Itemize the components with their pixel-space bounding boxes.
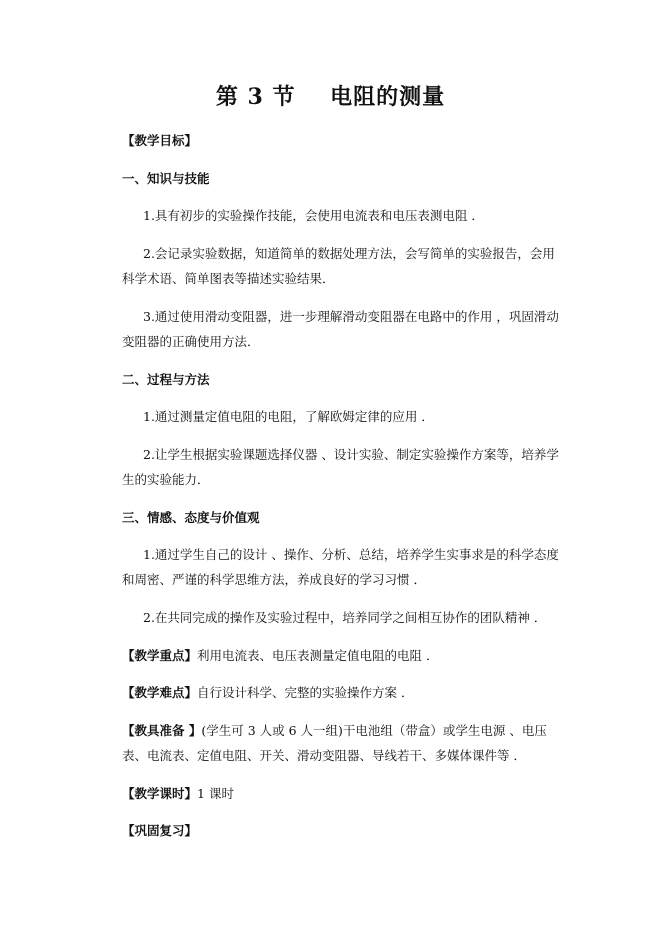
section-teaching-objectives: 【教学目标】	[122, 133, 198, 148]
key-point-label: 【教学重点】	[122, 648, 198, 663]
paragraph-line: 2.让学生根据实验课题选择仪器 、设计实验、制定实验操作方案等，培养学	[143, 447, 559, 462]
paragraph-line: 2.在共同完成的操作及实验过程中，培养同学之间相互协作的团队精神 ．	[143, 610, 547, 625]
difficulty-line	[122, 685, 414, 701]
heading-emotion-values: 三、情感、态度与价值观	[122, 510, 260, 525]
paragraph-line: 2.会记录实验数据，知道简单的数据处理方法，会写简单的实验报告，会用	[143, 246, 555, 261]
equipment-line-2: 表、电流表、定值电阻、开关、滑动变阻器、导线若干、多媒体课件等 ．	[122, 748, 526, 763]
hours-label: 【教学课时】	[122, 786, 198, 801]
paragraph-line: 1.通过学生自己的设计 、操作、分析、总结，培养学生实事求是的科学态度	[143, 547, 559, 562]
key-point-line	[122, 648, 439, 664]
paragraph-line: 1.通过测量定值电阻的电阻，了解欧姆定律的应用 ．	[143, 409, 434, 424]
paragraph-line: 科学术语、简单图表等描述实验结果．	[122, 271, 335, 286]
difficulty-label: 【教学难点】	[122, 685, 198, 700]
difficulty-text: 自行设计科学、完整的实验操作方案 ．	[197, 685, 414, 700]
key-point-text: 利用电流表、电压表测量定值电阻的电阻 ．	[197, 648, 439, 663]
review-label: 【巩固复习】	[122, 823, 198, 838]
paragraph-line: 1.具有初步的实验操作技能，会使用电流表和电压表测电阻 ．	[143, 208, 484, 223]
equipment-text: (学生可 3 人或 6 人一组)干电池组（带盒）或学生电源 、电压	[201, 723, 547, 738]
equipment-label: 【教具准备 】	[122, 723, 202, 738]
hours-text: 1 课时	[197, 786, 234, 801]
heading-process-methods: 二、过程与方法	[122, 372, 210, 387]
hours-line	[122, 786, 234, 802]
paragraph-line: 和周密、严谨的科学思维方法，养成良好的学习习惯 ．	[122, 572, 426, 587]
page-title: 第 3 节 电阻的测量	[215, 84, 446, 110]
heading-knowledge-skills: 一、知识与技能	[122, 171, 210, 186]
paragraph-line: 变阻器的正确使用方法．	[122, 334, 260, 349]
paragraph-line: 生的实验能力．	[122, 472, 210, 487]
paragraph-line: 3.通过使用滑动变阻器，进一步理解滑动变阻器在电路中的作用 ，巩固滑动	[143, 309, 559, 324]
equipment-line	[122, 723, 547, 739]
